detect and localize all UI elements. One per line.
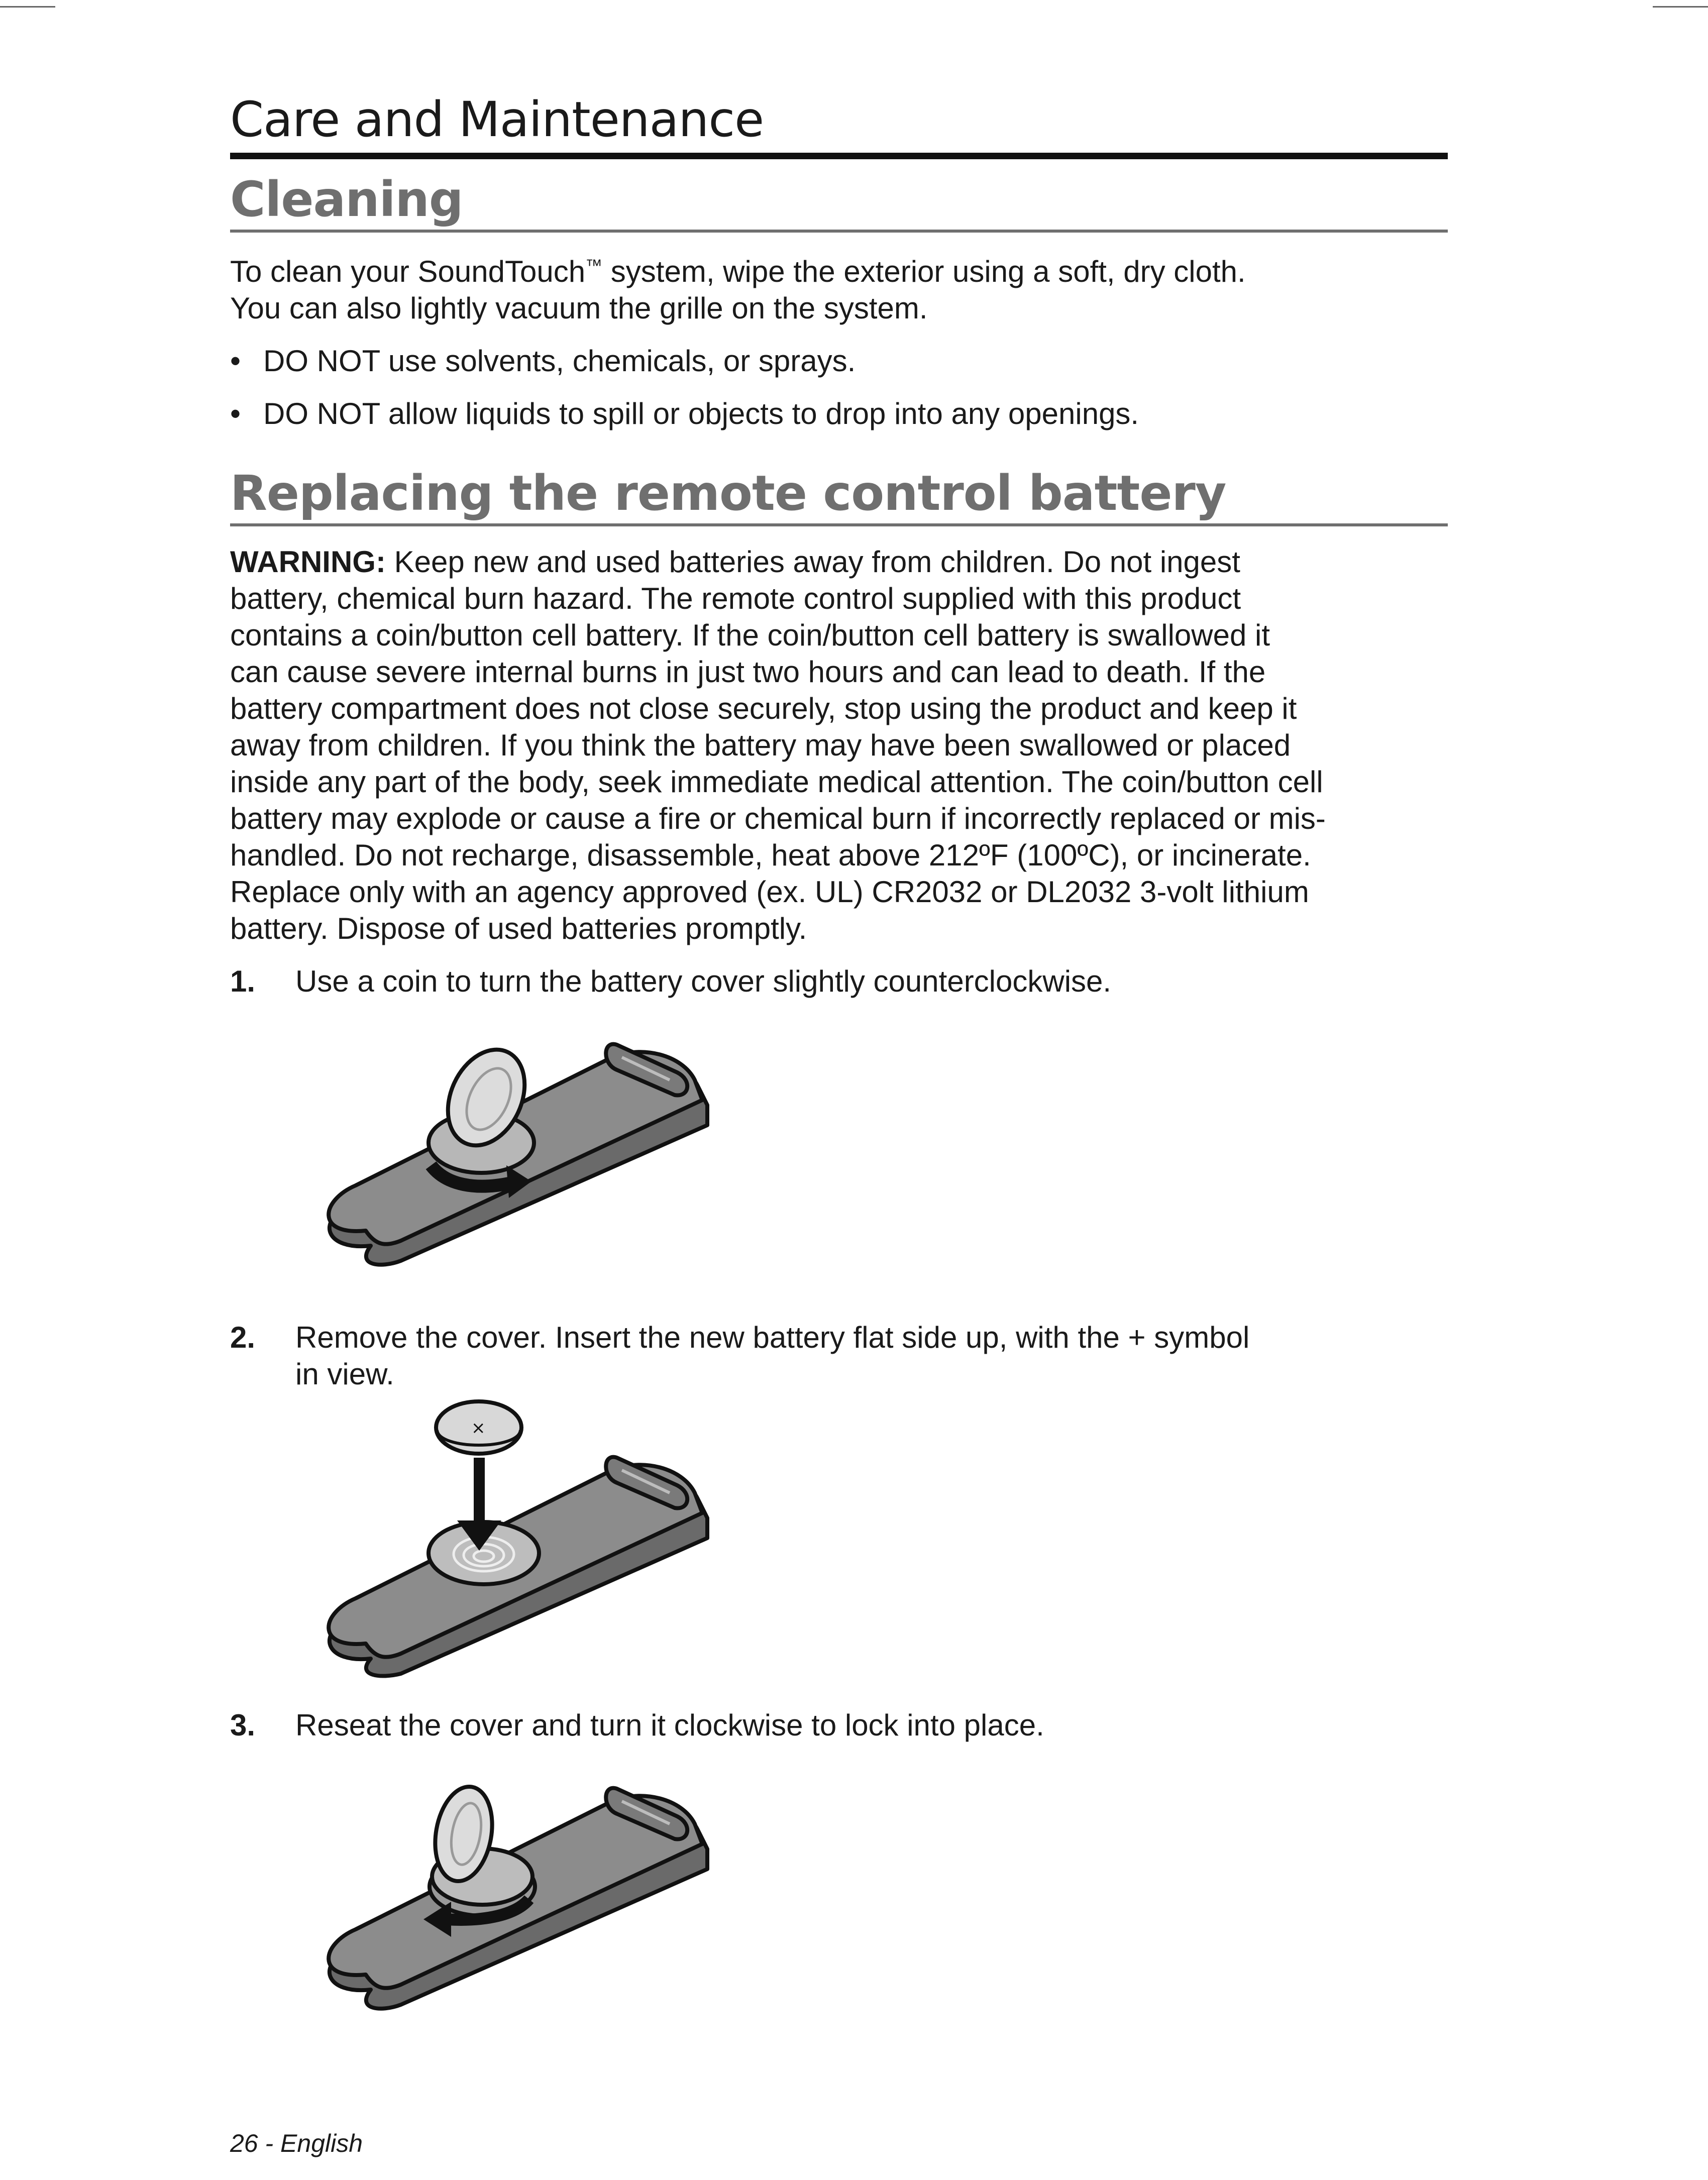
warning-line: inside any part of the body, seek immediate medical attention. The coin/button cell	[230, 765, 1323, 799]
step-2-illustration	[295, 1397, 727, 1679]
step-2	[230, 1319, 1448, 1392]
warning-line: can cause severe internal burns in just two hours and can lead to death. If the	[230, 655, 1266, 689]
list-item	[230, 343, 1448, 379]
step-1-illustration	[295, 1010, 727, 1291]
step-text-line2: in view.	[295, 1357, 394, 1391]
warning-line: battery may explode or cause a fire or chemical burn if incorrectly replaced or mis-	[230, 802, 1326, 835]
warning-line: battery, chemical burn hazard. The remote control supplied with this product	[230, 582, 1241, 615]
cleaning-intro	[230, 248, 1448, 326]
step-3	[230, 1707, 1448, 1743]
warning-label: WARNING:	[230, 545, 386, 579]
step-text: Reseat the cover and turn it clockwise to lock into place.	[295, 1708, 1044, 1742]
warning-line: contains a coin/button cell battery. If the coin/button cell battery is swallowed it	[230, 618, 1270, 652]
bullet-icon: •	[230, 344, 241, 378]
warning-line: away from children. If you think the battery may have been swallowed or placed	[230, 728, 1291, 762]
page-title: Care and Maintenance	[230, 91, 764, 148]
crop-mark-right	[1653, 6, 1708, 8]
warning-line	[230, 543, 1448, 580]
warning-line: Replace only with an agency approved (ex. UL) CR2032 or DL2032 3-volt lithium	[230, 875, 1309, 909]
cleaning-bullets	[230, 343, 1448, 432]
warning-line: battery compartment does not close securely, stop using the product and keep it	[230, 692, 1297, 725]
step-1	[230, 963, 1448, 1000]
title-rule	[230, 153, 1448, 159]
reseat-cover-icon	[295, 1754, 727, 2015]
warning-line: handled. Do not recharge, disassemble, heat above 212ºF (100ºC), or incinerate.	[230, 838, 1311, 872]
warning-line: battery. Dispose of used batteries promptly.	[230, 912, 807, 945]
step-number: 3.	[230, 1708, 256, 1742]
trademark-symbol: ™	[585, 256, 603, 275]
page-footer: 26 - English	[230, 2129, 363, 2157]
cleaning-rule	[230, 230, 1448, 233]
warning-text: Keep new and used batteries away from children. Do not ingest	[385, 545, 1240, 579]
bullet-icon: •	[230, 397, 241, 430]
battery-rule	[230, 523, 1448, 526]
cleaning-intro-line2: You can also lightly vacuum the grille on the system.	[230, 291, 928, 325]
bullet-text: DO NOT allow liquids to spill or objects to drop into any openings.	[263, 397, 1139, 430]
intro-text-a: To clean your SoundTouch	[230, 255, 586, 288]
step-text: Use a coin to turn the battery cover slightly counterclockwise.	[295, 964, 1112, 998]
list-item	[230, 395, 1448, 432]
intro-text-b: system, wipe the exterior using a soft, dry cloth.	[602, 255, 1246, 288]
insert-battery-icon	[295, 1397, 727, 1679]
page-content	[230, 89, 1448, 2015]
bullet-text: DO NOT use solvents, chemicals, or sprays.	[263, 344, 856, 378]
step-3-illustration	[295, 1754, 727, 2015]
section-heading-battery: Replacing the remote control battery	[230, 465, 1226, 521]
cleaning-intro-line1	[230, 248, 1448, 290]
crop-mark-left	[0, 6, 55, 8]
step-text-line1: Remove the cover. Insert the new battery flat side up, with the + symbol	[295, 1321, 1250, 1354]
step-number: 2.	[230, 1321, 256, 1354]
warning-block	[230, 543, 1448, 947]
section-heading-cleaning: Cleaning	[230, 171, 463, 228]
remote-coin-turn-icon	[295, 1010, 727, 1291]
svg-text:×: ×	[471, 1418, 486, 1438]
step-number: 1.	[230, 964, 256, 998]
